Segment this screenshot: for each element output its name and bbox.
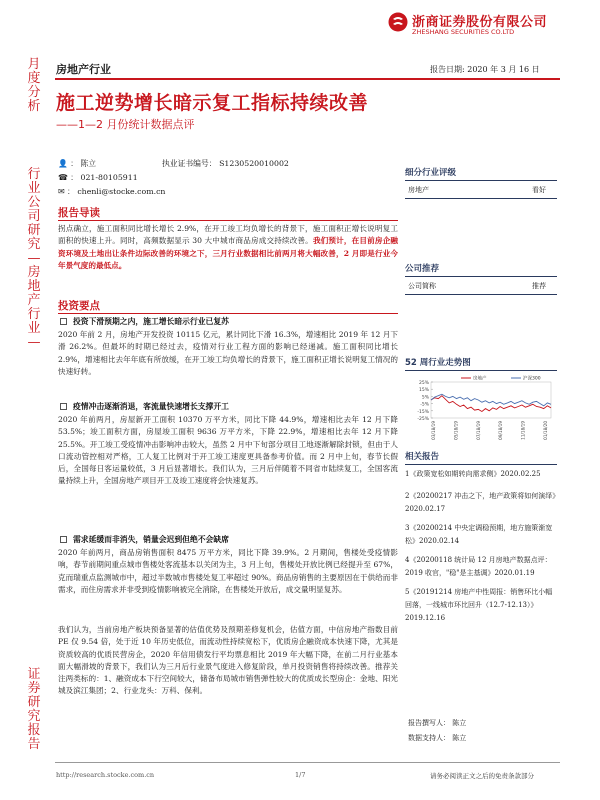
analyst-cert-row (162, 158, 289, 169)
analyst-cert: S1230520010002 (219, 159, 289, 168)
contact-label: 数据支持人： (408, 734, 450, 742)
person-icon: 👤 (58, 159, 68, 168)
contact-row (408, 733, 466, 743)
analyst-phone: 021-80105911 (80, 173, 138, 182)
point-2-heading (60, 401, 229, 412)
analyst-cert-label: 执业证书编号： (162, 159, 217, 168)
related-rule (405, 464, 557, 465)
legend-label: 沪深300 (523, 376, 541, 382)
y-tick-label: -15% (417, 409, 429, 415)
report-date-value: 2020 年 3 月 16 日 (467, 65, 540, 74)
industry-label: 房地产行业 (56, 63, 111, 76)
related-title: 相关报告 (405, 452, 440, 462)
logo-icon (388, 12, 408, 32)
analyst-name-row (58, 158, 96, 169)
footer-disclaimer: 请务必阅读正文之后的免责条款部分 (430, 772, 534, 780)
trend-rule (405, 370, 557, 371)
x-tick-label: 01/18/20 (543, 421, 548, 440)
company-logo (388, 12, 408, 32)
analyst-name: 陈立 (80, 159, 97, 168)
x-tick-label: 11/18/19 (520, 421, 526, 440)
point-3-text: 2020 年前两月，商品房销售面积 8475 万平方米，同比下降 39.9%。2 月期间，售楼处受疫情影响，春节前期间重点城市售楼处客流基本以关闭为主，3 月上旬，售楼处开放比例已经提升至 67%，克而瑞重点监测城市中，超过半数城市售楼处复工率超过 90%。商品房销售的主要原因在于供给而非需求，而住房需求并非受到疫情影响被完全消除，在售楼处开放后，成交量明显复苏。 (58, 548, 398, 594)
analyst-email[interactable]: chenli@stocke.com.cn (77, 187, 166, 196)
company-name: 浙商证券股份有限公司 (412, 15, 548, 30)
analyst-email-row[interactable] (58, 186, 165, 197)
contact-name: 陈立 (452, 734, 467, 742)
y-tick-label: 15% (418, 388, 429, 394)
report-date-label: 报告日期: (430, 65, 465, 74)
y-tick-label: 25% (418, 381, 429, 386)
related-item-2[interactable]: 2《20200217 冲击之下，地产政策将如何演绎》2020.02.17 (405, 492, 556, 513)
rating-title: 细分行业评级 (405, 168, 457, 178)
x-tick-label: 05/18/19 (453, 421, 459, 440)
recommend-rule-bottom (405, 294, 557, 295)
author-label: 报告撰写人： (408, 719, 450, 727)
analyst-phone-label: ： (70, 173, 78, 182)
closing-text: 我们认为，当前房地产板块预备显著的估值优势及预期差修复机会，估值方面，中信房地产指数目前 PE 仅 9.54 倍，处于近 10 年历史低位，而流动性持续宽松下，优质房企融资成本快速下降，尤其是资质较高的优质民营房企，2020 年信用债发行平均票息相比 2019 年大幅下降，在前二月行业基本面大幅滑坡的背景下，我们认为三月后行业景气度进入修复阶段，单月投资销售将持续改善。推荐关注两类标的：1、融资成本下行空间较大，储备布局城市销售弹性较大的优质成长型房企：金地、阳光城及滨江集团；2、行业龙头：万科、保利。 (58, 625, 398, 696)
points-rule (58, 313, 398, 314)
y-tick-label: -5% (420, 402, 429, 408)
analyst-name-label: ： (70, 159, 78, 168)
header-rule (55, 78, 560, 80)
point-3-heading-text: 需求延缓而非消失，销量会迟到但绝不会缺席 (73, 535, 229, 544)
analyst-email-label: ： (67, 187, 75, 196)
recommend-title: 公司推荐 (405, 264, 440, 274)
author-name: 陈立 (452, 719, 467, 727)
phone-icon: ☎ (58, 173, 68, 182)
rating-value: 看好 (532, 186, 546, 194)
trend-chart-svg (405, 372, 557, 440)
point-1-heading-text: 投资下滑预期之内，施工增长暗示行业已复苏 (73, 317, 229, 326)
trend-title: 52 周行业走势图 (405, 358, 471, 368)
y-tick-label: -25% (417, 417, 429, 422)
mail-icon: ✉ (58, 187, 65, 196)
rating-rule (405, 180, 557, 181)
y-tick-label: 5% (421, 395, 429, 401)
bullet-square-icon (60, 403, 67, 410)
footer-url[interactable]: http://research.stocke.com.cn (56, 771, 155, 779)
trend-chart (405, 372, 557, 440)
vertical-label-middle: 行业公司研究—房地产行业— (27, 167, 41, 350)
company-name-en: ZHESHANG SECURITIES CO.LTD (412, 28, 515, 36)
guide-rule (58, 220, 398, 221)
related-item-4[interactable]: 4《20200118 统计局 12 月房地产数据点评：2019 收官，"稳"是主基调》2020.01.19 (405, 556, 552, 577)
bullet-square-icon (60, 536, 67, 543)
x-tick-label: 03/18/19 (431, 421, 436, 440)
recommend-col2: 推荐 (532, 282, 546, 290)
related-item-1[interactable]: 1《政策宽松如期转向需求侧》2020.02.25 (405, 470, 541, 478)
related-item-3[interactable]: 3《20200214 中央定调稳预期，地方施策渐宽松》2020.02.14 (405, 524, 553, 545)
bullet-square-icon (60, 318, 67, 325)
guide-text-normal: 拐点确立，施工面积同比增长增长 2.9%，在开工竣工均负增长的背景下，施工面积正增长说明复工面积的快速上升。同时，高频数据显示 30 大中城市商品房成交持续改善。 (58, 224, 398, 246)
point-1-text: 2020 年前 2 月，房地产开发投资 10115 亿元，累计同比下滑 16.3%，增速相比 2019 年 12 月下滑 26.2%。但最坏的时期已经过去，疫情对行业工程方面的影响已经递减。施工面积同比增长 2.9%，增速相比去年年底有所放缓，在开工竣工均负增长的背景下，施工面积正增长说明复工情况的快速好转。 (58, 330, 398, 376)
report-subtitle: ——1—2 月份统计数据点评 (56, 118, 195, 131)
point-2-text: 2020 年前两月，房屋新开工面积 10370 万平方米，同比下降 44.9%，增速相比去年 12 月下降 53.5%；竣工面积方面，房屋竣工面积 9636 万平方米，下降 22.9%，增速相比去年 12 月下降 25.5%。开工竣工受疫情冲击影响冲击较大，虽然 2 月中下旬部分项目工地逐渐解除封锁，但由于人口流动管控相对严格，工人复工比例对于开工竣工速度更具备参考价值。而 2 月中上旬，春节长假后，全国每日客运量较低，3 月后显著增长。我们认为，三月后伴随着不同省市陆续复工，全国客流量持续上升，全国房地产项目开工及竣工速度将会快速复苏。 (58, 415, 398, 486)
report-title: 施工逆势增长暗示复工指标持续改善 (56, 92, 369, 114)
author-row (408, 718, 466, 728)
recommend-col1: 公司简称 (408, 282, 436, 290)
point-2-heading-text: 疫情冲击逐渐消退，客流量快速增长支撑开工 (73, 402, 229, 411)
points-title: 投资要点 (58, 300, 100, 312)
guide-title: 报告导读 (58, 207, 100, 219)
related-item-5[interactable]: 5《20191214 房地产中性周报：销售环比小幅回落，一线城市环比回升（12.7-12.13）》2019.12.16 (405, 588, 553, 622)
x-tick-label: 07/18/19 (475, 421, 481, 440)
rating-rule-bottom (405, 198, 557, 199)
vertical-label-bottom: 证券研究报告 (27, 667, 41, 752)
recommend-rule (405, 276, 557, 277)
footer-rule (55, 762, 560, 763)
plot-frame (431, 382, 551, 418)
x-tick-label: 09/18/19 (498, 421, 504, 440)
legend-label: 房地产 (473, 376, 487, 382)
point-3-heading (60, 534, 229, 545)
vertical-label-top: 月度分析 (27, 57, 41, 114)
rating-sector: 房地产 (408, 186, 429, 194)
point-1-heading (60, 316, 229, 327)
guide-text (58, 223, 398, 272)
analyst-phone-row (58, 172, 138, 183)
footer-page: 1/7 (295, 771, 306, 779)
report-date (430, 64, 540, 75)
guide-text-bold: 我们预计，在目前房企融资环境及土地出让条件边际改善的环境之下，三月行业数据相比前两月将大幅改善，2 月即是行业今年景气度的最低点。 (58, 236, 398, 270)
